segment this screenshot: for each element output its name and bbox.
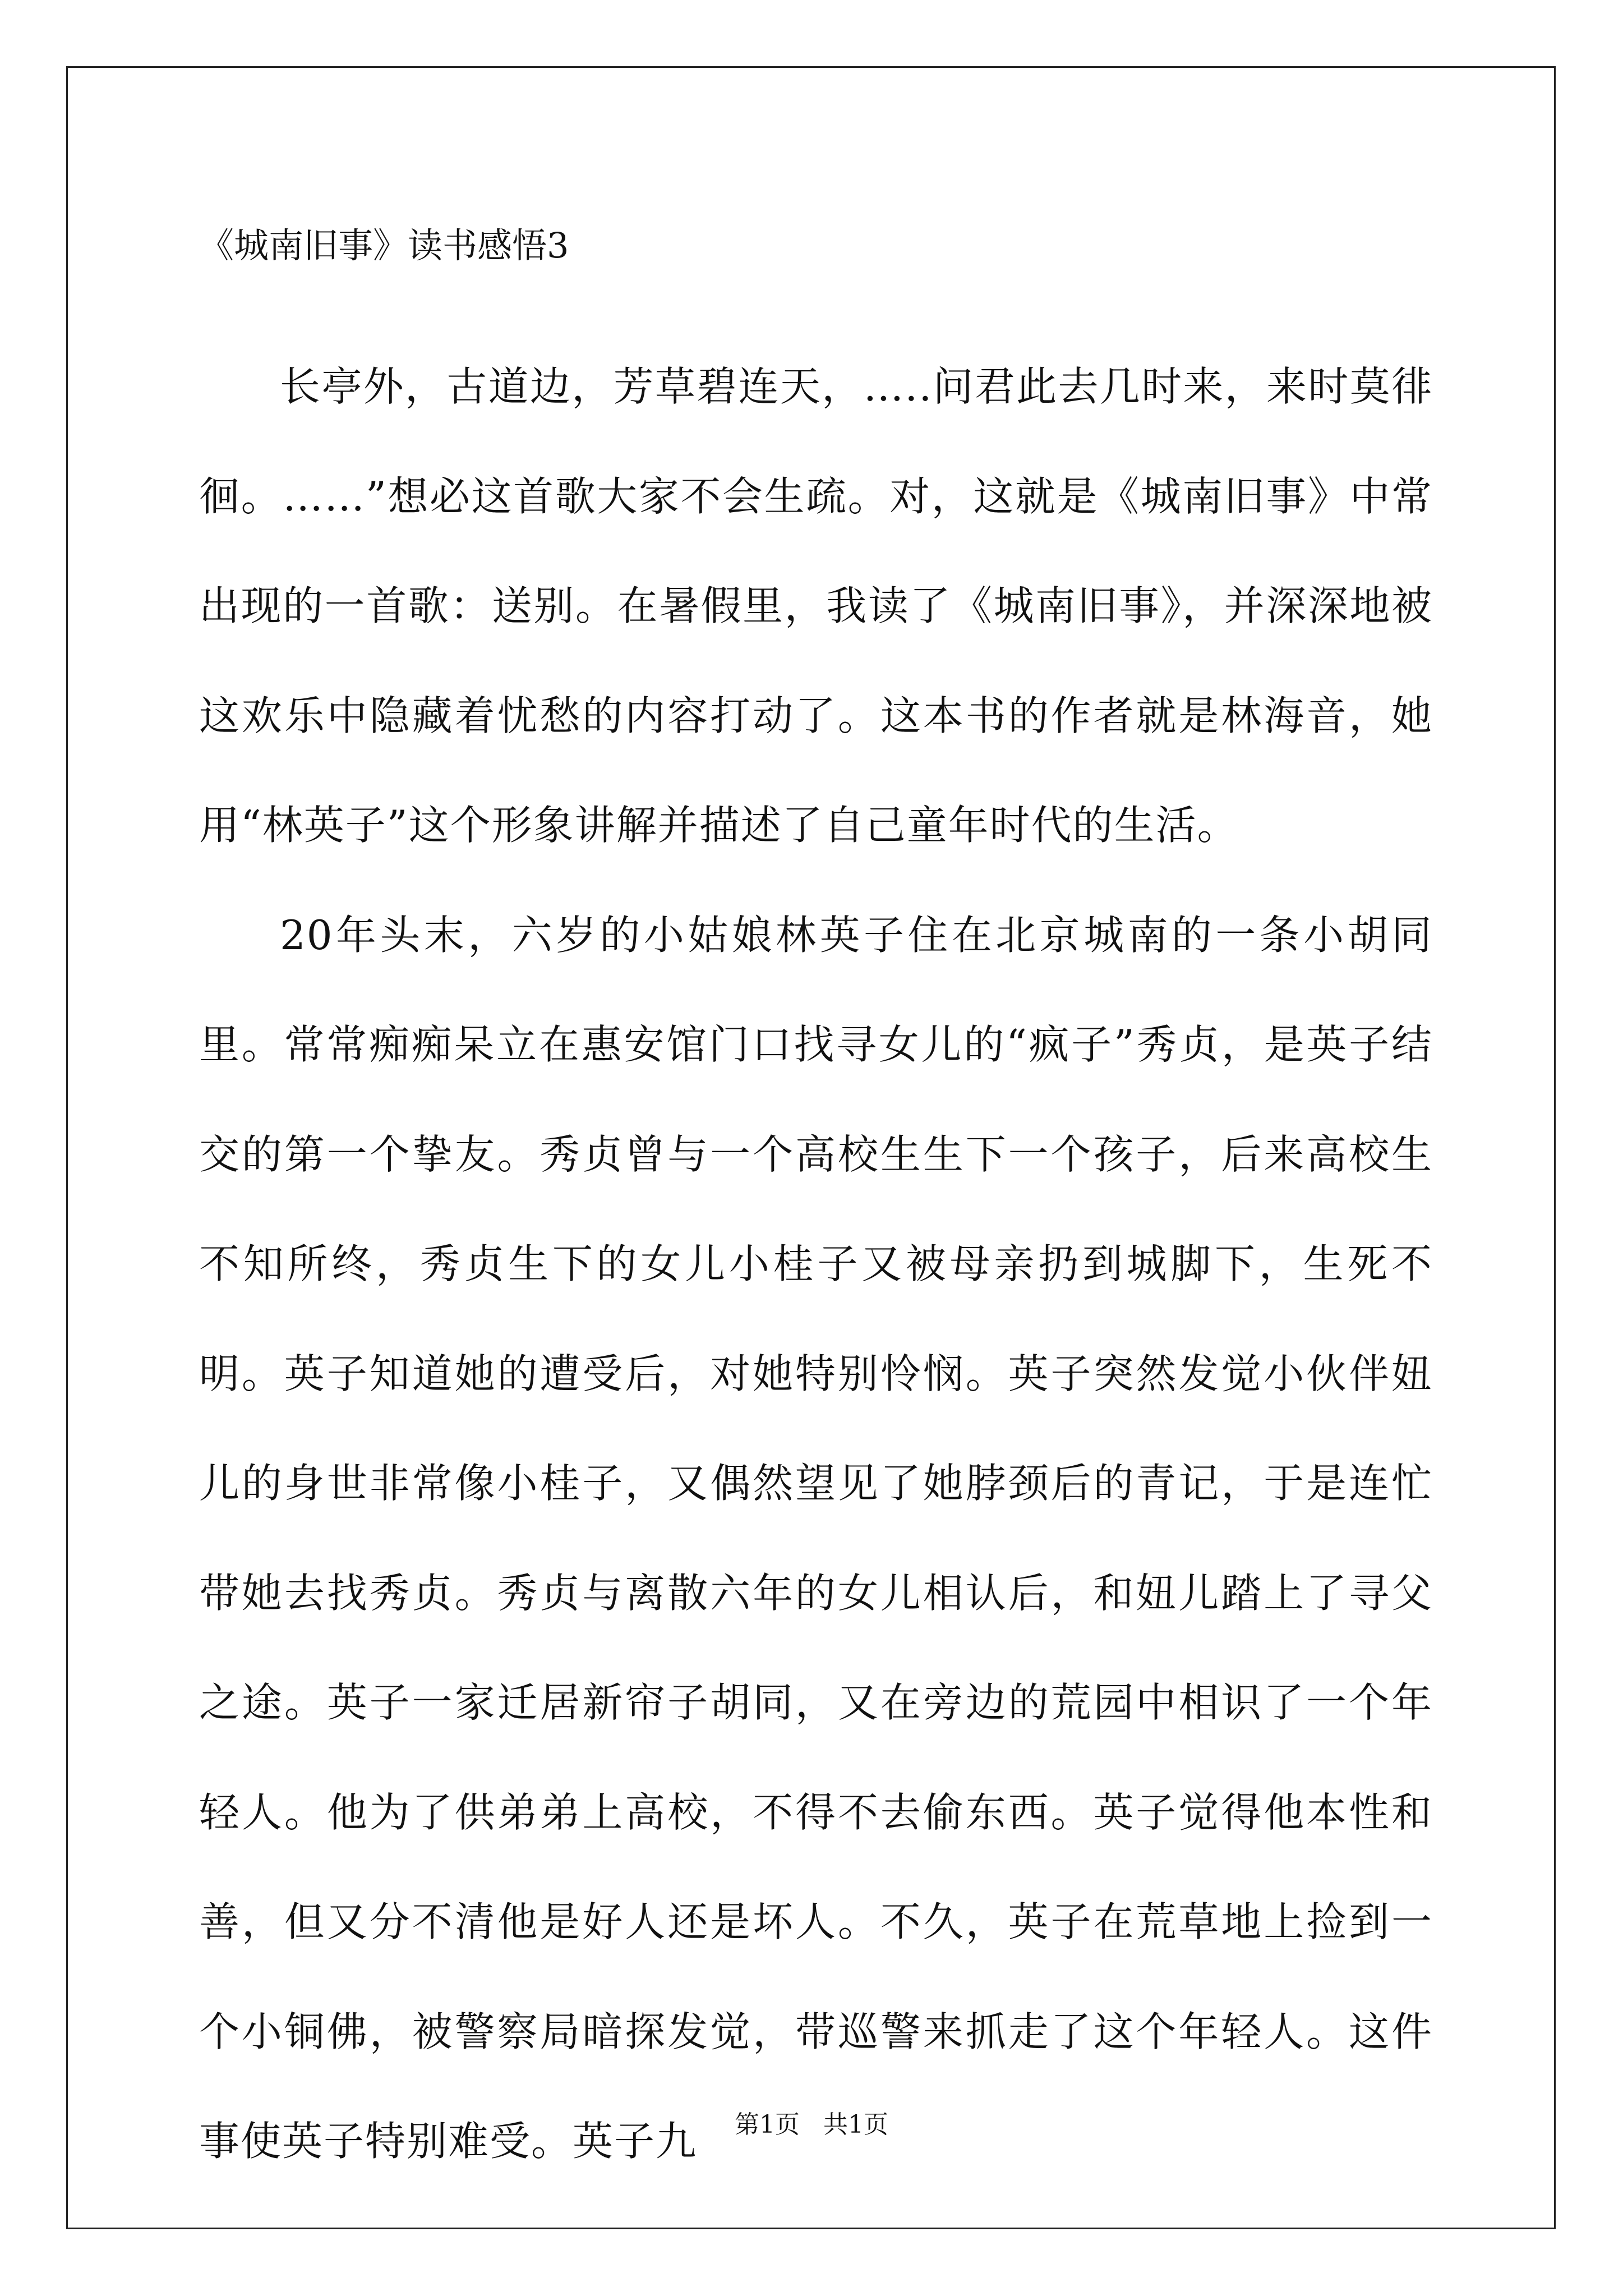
page-number-footer: 第1页 共1页	[735, 2110, 888, 2139]
document-title: 《城南旧事》读书感悟3	[199, 225, 569, 266]
paragraph-1: 长亭外，古道边，芳草碧连天，…..问君此去几时来，来时莫徘徊。……”想必这首歌大家不会生疏。对，这就是《城南旧事》中常出现的一首歌：送别。在暑假里，我读了《城南旧事》，并深深地被这欢乐中隐藏着忧愁的内容打动了。这本书的作者就是林海音，她用“林英子”这个形象讲解并描述了自己童年时代的生活。	[199, 363, 1433, 849]
paragraph-2: 20年头末，六岁的小姑娘林英子住在北京城南的一条小胡同里。常常痴痴呆立在惠安馆门口找寻女儿的“疯子”秀贞，是英子结交的第一个挚友。秀贞曾与一个高校生生下一个孩子，后来高校生不知所终，秀贞生下的女儿小桂子又被母亲扔到城脚下，生死不明。英子知道她的遭受后，对她特别怜悯。英子突然发觉小伙伴妞儿的身世非常像小桂子，又偶然望见了她脖颈后的青记，于是连忙带她去找秀贞。秀贞与离散六年的女儿相认后，和妞儿踏上了寻父之途。英子一家迁居新帘子胡同，又在旁边的荒园中相识了一个年轻人。他为了供弟弟上高校，不得不去偷东西。英子觉得他本性和善，但又分不清他是好人还是坏人。不久，英子在荒草地上捡到一个小铜佛，被警察局暗探发觉，带巡警来抓走了这个年轻人。这件事使英子特别难受。英子九	[199, 911, 1433, 2165]
document-body	[199, 332, 1433, 2197]
